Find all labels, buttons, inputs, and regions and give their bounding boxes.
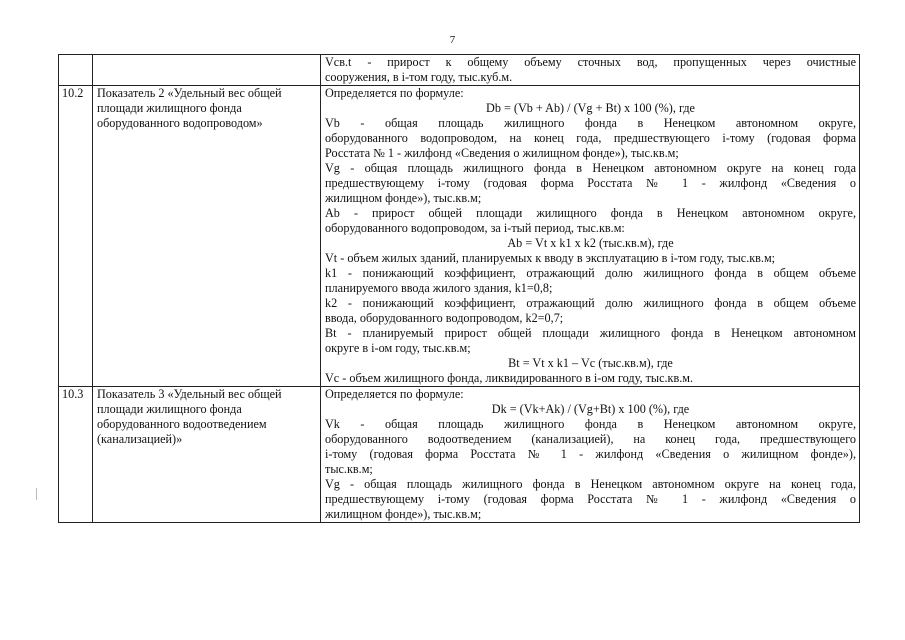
bt-formula: Bt = Vt х k1 – Vc (тыс.кв.м), где xyxy=(508,356,673,370)
indicator-line: оборудованного водоотведением xyxy=(97,417,267,431)
ab-formula: Ab = Vt х k1 х k2 (тыс.кв.м), где xyxy=(507,236,674,250)
main-formula: Dk = (Vk+Ak) / (Vg+Bt) х 100 (%), где xyxy=(491,402,690,416)
vg-definition: жилищном фонде»), тыс.кв.м; xyxy=(325,191,482,205)
number-cell xyxy=(59,55,93,86)
description-cell xyxy=(321,387,860,523)
k2-definition: k2 - понижающий коэффициент, отражающий долю жилищного фонда в общем объеме xyxy=(325,296,856,310)
text-line: сооружения, в i-том году, тыс.куб.м. xyxy=(325,70,513,84)
main-formula: Db = (Vb + Ab) / (Vg + Bt) х 100 (%), где xyxy=(486,101,695,115)
row-number: 10.2 xyxy=(59,86,93,387)
bt-definition: округе в i-ом году, тыс.кв.м; xyxy=(325,341,471,355)
indicator-cell xyxy=(93,387,321,523)
k1-definition: планируемого ввода жилого здания, k1=0,8; xyxy=(325,281,553,295)
vb-definition: Vb - общая площадь жилищного фонда в Ненецком автономном округе, xyxy=(325,116,856,130)
ab-definition: Ab - прирост общей площади жилищного фонда в Ненецком автономном округе, xyxy=(325,206,856,220)
k2-definition: ввода, оборудованного водопроводом, k2=0,7; xyxy=(325,311,564,325)
indicator-line: площади жилищного фонда xyxy=(97,101,242,115)
text-line: Vсв.t - прирост к общему объему сточных вод, пропущенных через очистные xyxy=(325,55,856,69)
vg-definition: жилищном фонде»), тыс.кв.м; xyxy=(325,507,482,521)
description-cell xyxy=(321,86,860,387)
vg-definition: предшествующему i-тому (годовая форма Росстата № 1 - жилфонд «Сведения о xyxy=(325,492,856,506)
formula-intro: Определяется по формуле: xyxy=(325,387,464,401)
vk-definition: оборудованного водоотведением (канализацией), на конец года, предшествующего xyxy=(325,432,856,446)
indicator-line: оборудованного водопроводом» xyxy=(97,116,263,130)
indicator-line: Показатель 3 «Удельный вес общей xyxy=(97,387,282,401)
indicator-line: (канализацией)» xyxy=(97,432,183,446)
vg-definition: Vg - общая площадь жилищного фонда в Ненецком автономном округе на конец года, xyxy=(325,477,856,491)
indicator-cell xyxy=(93,55,321,86)
margin-scan-mark xyxy=(36,488,37,500)
indicators-table xyxy=(58,54,860,523)
k1-definition: k1 - понижающий коэффициент, отражающий долю жилищного фонда в общем объеме xyxy=(325,266,856,280)
ab-definition: оборудованного водопроводом, за i-тый период, тыс.кв.м: xyxy=(325,221,625,235)
indicator-cell xyxy=(93,86,321,387)
vk-definition: i-тому (годовая форма Росстата № 1 - жилфонд «Сведения о жилищном фонде»), xyxy=(325,447,856,461)
formula-intro: Определяется по формуле: xyxy=(325,86,464,100)
indicator-line: Показатель 2 «Удельный вес общей xyxy=(97,86,282,100)
vb-definition: Росстата № 1 - жилфонд «Сведения о жилищном фонде»), тыс.кв.м; xyxy=(325,146,679,160)
vg-definition: предшествующему i-тому (годовая форма Росстата № 1 - жилфонд «Сведения о xyxy=(325,176,856,190)
table-row-10-3 xyxy=(59,387,860,523)
vt-definition: Vt - объем жилых зданий, планируемых к вводу в эксплуатацию в i-том году, тыс.кв.м; xyxy=(325,251,776,265)
row-number: 10.3 xyxy=(59,387,93,523)
table-row-continuation xyxy=(59,55,860,86)
table-row-10-2 xyxy=(59,86,860,387)
bt-definition: Bt - планируемый прирост общей площади жилищного фонда в Ненецком автономном xyxy=(325,326,856,340)
vk-definition: тыс.кв.м; xyxy=(325,462,373,476)
description-cell xyxy=(321,55,860,86)
vg-definition: Vg - общая площадь жилищного фонда в Ненецком автономном округе на конец года xyxy=(325,161,856,175)
indicator-line: площади жилищного фонда xyxy=(97,402,242,416)
vc-definition: Vc - объем жилищного фонда, ликвидированного в i-ом году, тыс.кв.м. xyxy=(325,371,694,385)
vb-definition: оборудованного водопроводом, на конец года, предшествующего i-тому (годовая форма xyxy=(325,131,856,145)
page-number: 7 xyxy=(449,34,456,46)
vk-definition: Vk - общая площадь жилищного фонда в Ненецком автономном округе, xyxy=(325,417,856,431)
